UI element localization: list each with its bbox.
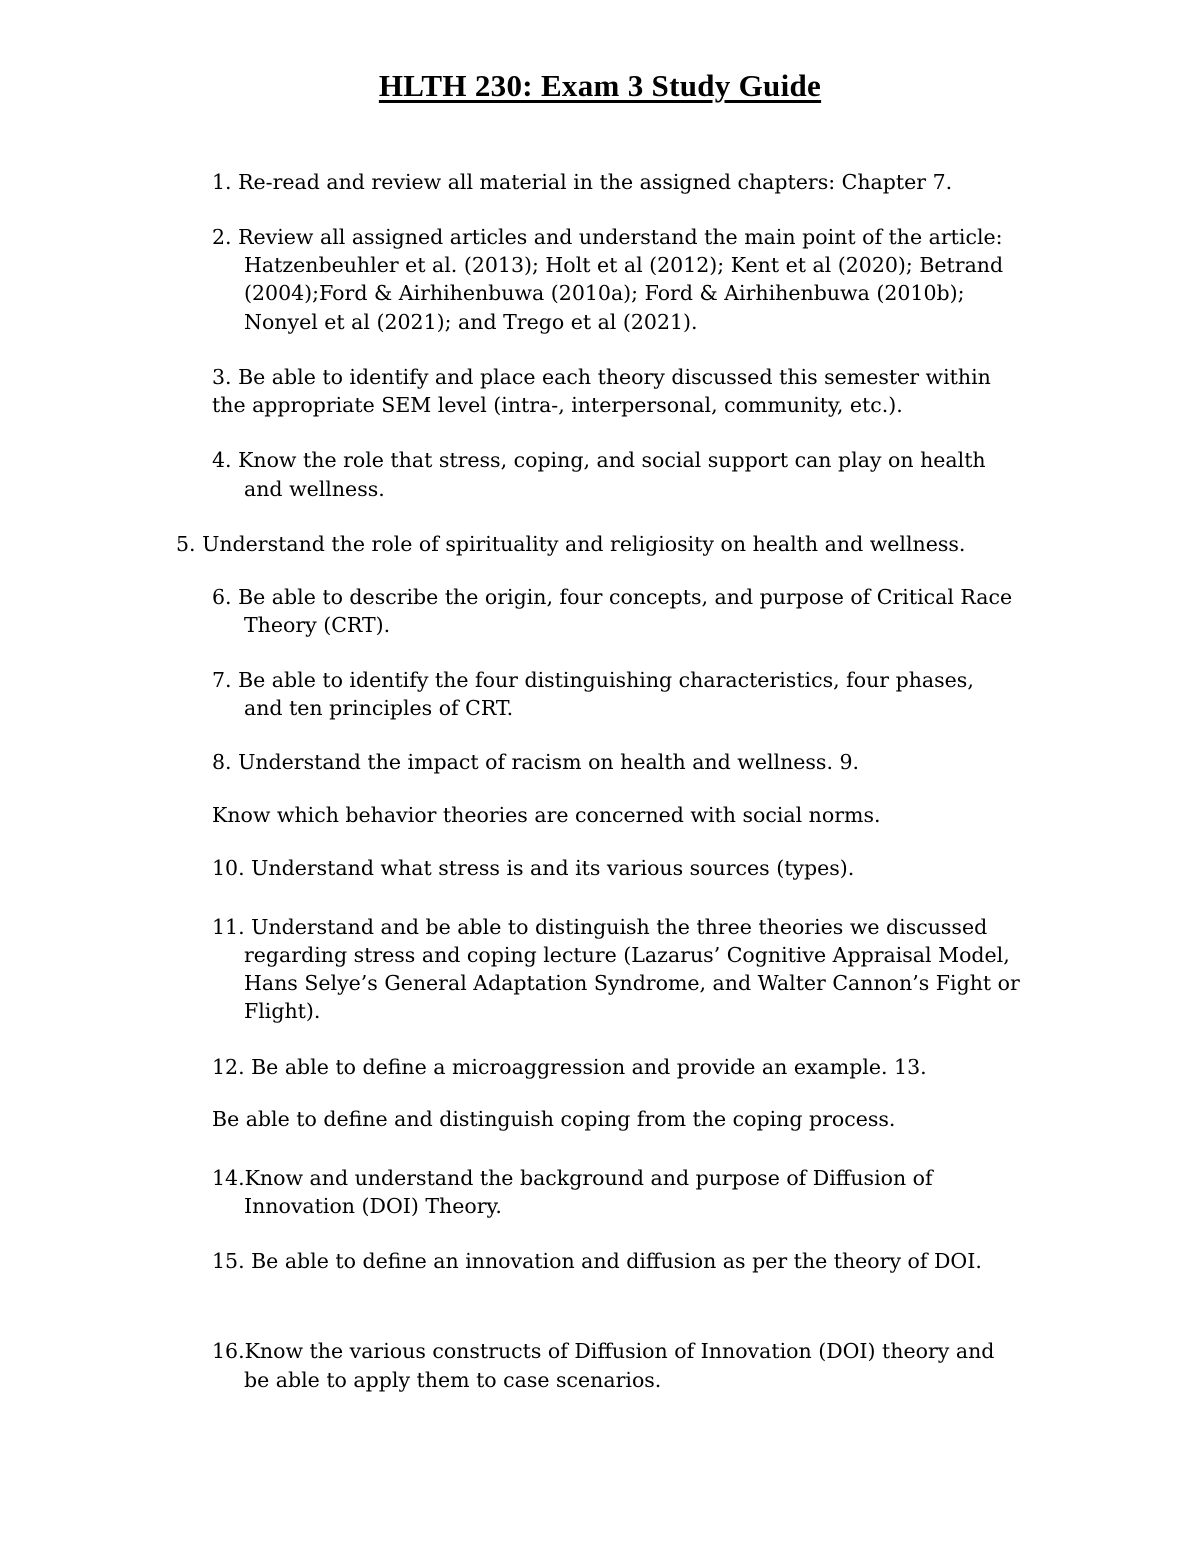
item-11-line-3: Hans Selye’s General Adaptation Syndrome, and Walter Cannon’s Fight or [244, 971, 1020, 995]
item-11-line-2: regarding stress and coping lecture (Lazarus’ Cognitive Appraisal Model, [244, 943, 1010, 967]
item-4-line-2: and wellness. [244, 477, 385, 501]
item-6-line-1: 6. Be able to describe the origin, four concepts, and purpose of Critical Race [212, 585, 1013, 609]
item-8-line-1: 8. Understand the impact of racism on health and wellness. 9. [212, 750, 860, 774]
item-4-line-1: 4. Know the role that stress, coping, and social support can play on health [212, 448, 986, 472]
item-7-line-2: and ten principles of CRT. [244, 696, 514, 720]
item-3-line-1: 3. Be able to identify and place each theory discussed this semester within [212, 365, 991, 389]
item-16-line-1: 16.Know the various constructs of Diffusion of Innovation (DOI) theory and [212, 1339, 995, 1363]
item-3-line-2: the appropriate SEM level (intra-, interpersonal, community, etc.). [212, 393, 903, 417]
item-10-line-1: 10. Understand what stress is and its various sources (types). [212, 856, 855, 880]
item-11-line-1: 11. Understand and be able to distinguish the three theories we discussed [212, 915, 988, 939]
page-title: HLTH 230: Exam 3 Study Guide [378, 68, 822, 103]
item-9-line-1: Know which behavior theories are concerned with social norms. [212, 803, 881, 827]
item-2-line-4: Nonyel et al (2021); and Trego et al (2021). [244, 310, 698, 334]
item-15-line-1: 15. Be able to define an innovation and diffusion as per the theory of DOI. [212, 1249, 982, 1273]
item-14-line-1: 14.Know and understand the background and purpose of Diffusion of [212, 1166, 933, 1190]
item-2-line-3: (2004);Ford & Airhihenbuwa (2010a); Ford & Airhihenbuwa (2010b); [244, 281, 965, 305]
item-2-line-1: 2. Review all assigned articles and understand the main point of the article: [212, 225, 1003, 249]
item-14-line-2: Innovation (DOI) Theory. [244, 1194, 502, 1218]
item-11-line-4: Flight). [244, 999, 321, 1023]
item-16-line-2: be able to apply them to case scenarios. [244, 1368, 662, 1392]
item-12-line-1: 12. Be able to define a microaggression and provide an example. 13. [212, 1055, 927, 1079]
item-2-line-2: Hatzenbeuhler et al. (2013); Holt et al (2012); Kent et al (2020); Betrand [244, 253, 1004, 277]
item-13-line-1: Be able to define and distinguish coping from the coping process. [212, 1107, 896, 1131]
item-5-line-1: 5. Understand the role of spirituality and religiosity on health and wellness. [176, 532, 966, 556]
item-6-line-2: Theory (CRT). [244, 613, 391, 637]
item-1-line-1: 1. Re-read and review all material in the assigned chapters: Chapter 7. [212, 170, 953, 194]
item-7-line-1: 7. Be able to identify the four distinguishing characteristics, four phases, [212, 668, 974, 692]
